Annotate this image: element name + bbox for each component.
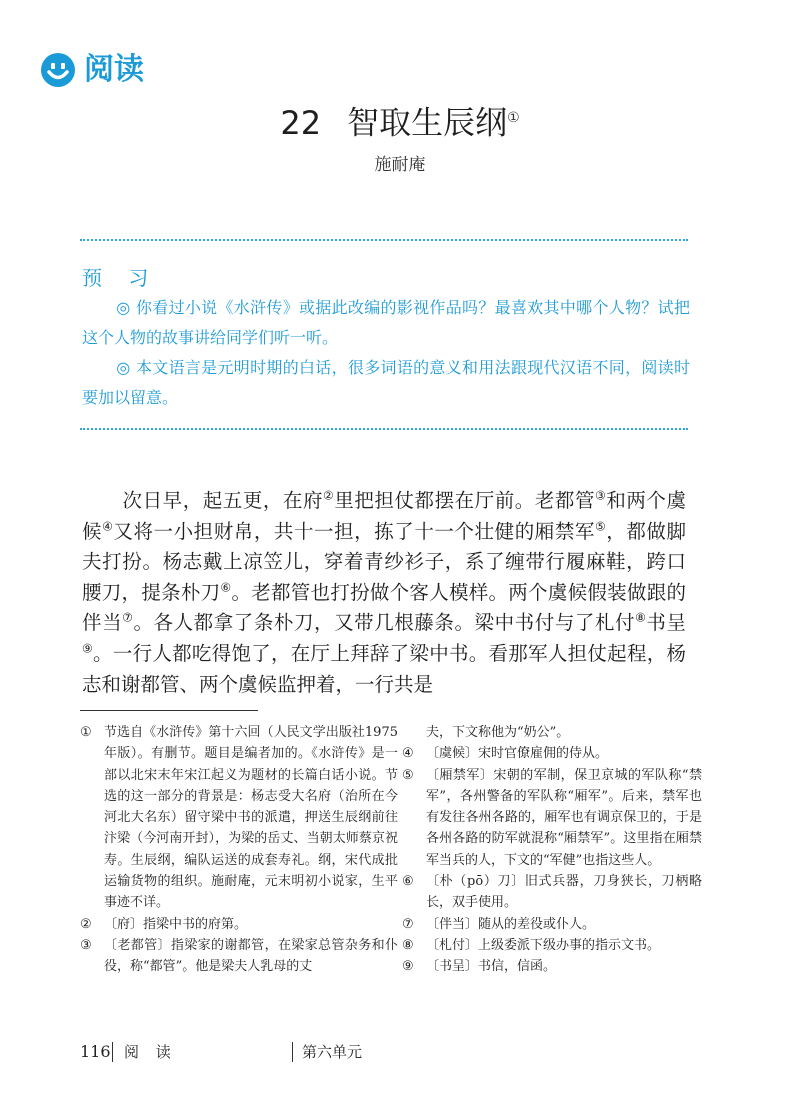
footnotes-left-column: [80, 722, 398, 978]
dotted-divider-top: [80, 239, 688, 241]
footnote-ref: ⑦: [122, 610, 134, 625]
footnotes-right-column: [402, 722, 702, 978]
footer-section-label: 阅 读: [124, 1043, 177, 1061]
dotted-divider-bottom: [80, 428, 688, 430]
footnote-item: ⑦ 〔伴当〕随从的差役或仆人。: [402, 916, 596, 932]
lesson-title-text: 智取生辰纲: [347, 103, 508, 142]
preview-paragraph-text: ◎ 本文语言是元明时期的白话，很多词语的意义和用法跟现代汉语不同，阅读时要加以留意。: [82, 358, 690, 407]
footer-unit-label: 第六单元: [302, 1043, 363, 1061]
footnote-item: ① 节选自《水浒传》第十六回（人民文学出版社1975年版）。有删节。题目是编者加的。《水浒传》是一部以北宋末年宋江起义为题材的长篇白话小说。节选的这一部分的背景是：杨志受大名府（治所在今河北大名东）留守梁中书的派遣，押送生辰纲前往汴梁（今河南开封），为梁的岳丈、当朝太师蔡京祝寿。生辰纲，编队运送的成套寿礼。纲，宋代成批运输货物的组织。施耐庵，元末明初小说家，生平事迹不详。: [80, 725, 398, 911]
footnote-ref: ⑤: [594, 519, 607, 534]
author: 施耐庵: [374, 155, 426, 175]
footnote-ref: ⑨: [82, 641, 94, 656]
footnote-ref: ②: [323, 488, 335, 503]
footnote-ref: ④: [102, 519, 114, 534]
footnote-item: ② 〔府〕指梁中书的府第。: [80, 916, 248, 932]
footnote-item: ⑤ 〔厢禁军〕宋朝的军制，保卫京城的军队称“禁军”，各州警备的军队称“厢军”。后来，禁军也有发往各州各路的，厢军也有调京保卫的，于是各州各路的防军就混称“厢禁军”。这里指在厢禁军当兵的人，下文的“军健”也指这些人。: [402, 767, 702, 868]
footnote-ref: ③: [595, 488, 607, 503]
footer-separator: [112, 1042, 113, 1062]
footnote-divider: [80, 710, 258, 711]
lesson-title: [0, 96, 800, 145]
footnote-item: ⑧ 〔札付〕上级委派下级办事的指示文书。: [402, 937, 661, 953]
footer-separator: [292, 1042, 293, 1062]
footnote-ref: ⑧: [635, 610, 647, 625]
footnote-item: ③ 〔老都管〕指梁家的谢都管，在梁家总管杂务和仆役，称“都管”。他是梁夫人乳母的丈: [80, 937, 398, 975]
preview-heading: 预 习: [82, 266, 159, 290]
lesson-number: 22: [280, 103, 322, 142]
footnote-item: ⑥ 〔朴（pō）刀〕旧式兵器，刀身狭长，刀柄略长，双手使用。: [402, 874, 702, 911]
preview-paragraph: [82, 353, 690, 413]
footnote-continuation: 夫，下文称他为“奶公”。: [426, 725, 570, 740]
page-number: 116: [80, 1042, 111, 1061]
preview-paragraph: [82, 293, 690, 353]
footnote-ref: ⑥: [220, 580, 232, 595]
smiley-icon: [40, 52, 76, 88]
title-footnote-ref: ①: [507, 110, 520, 126]
body-paragraph: 次日早，起五更，在府②里把担仗都摆在厅前。老都管③和两个虞候④又将一小担财帛，共十一担，拣了十一个壮健的厢禁军⑤，都做脚夫打扮。杨志戴上凉笠儿，穿着青纱衫子，系了缠带行履麻鞋，跨口腰刀，提条朴刀⑥。老都管也打扮做个客人模样。两个虞候假装做跟的伴当⑦。各人都拿了条朴刀，又带几根藤条。梁中书付与了札付⑧书呈⑨。一行人都吃得饱了，在厅上拜辞了梁中书。看那军人担仗起程，杨志和谢都管、两个虞候监押着，一行共是: [82, 488, 686, 696]
section-label: 阅读: [84, 52, 144, 87]
footnote-item: ⑨ 〔书呈〕书信，信函。: [402, 959, 557, 975]
preview-paragraph-text: ◎ 你看过小说《水浒传》或据此改编的影视作品吗？最喜欢其中哪个人物？试把这个人物的故事讲给同学们听一听。: [82, 298, 690, 347]
footnote-item: ④ 〔虞候〕宋时官僚雇佣的侍从。: [402, 746, 609, 762]
